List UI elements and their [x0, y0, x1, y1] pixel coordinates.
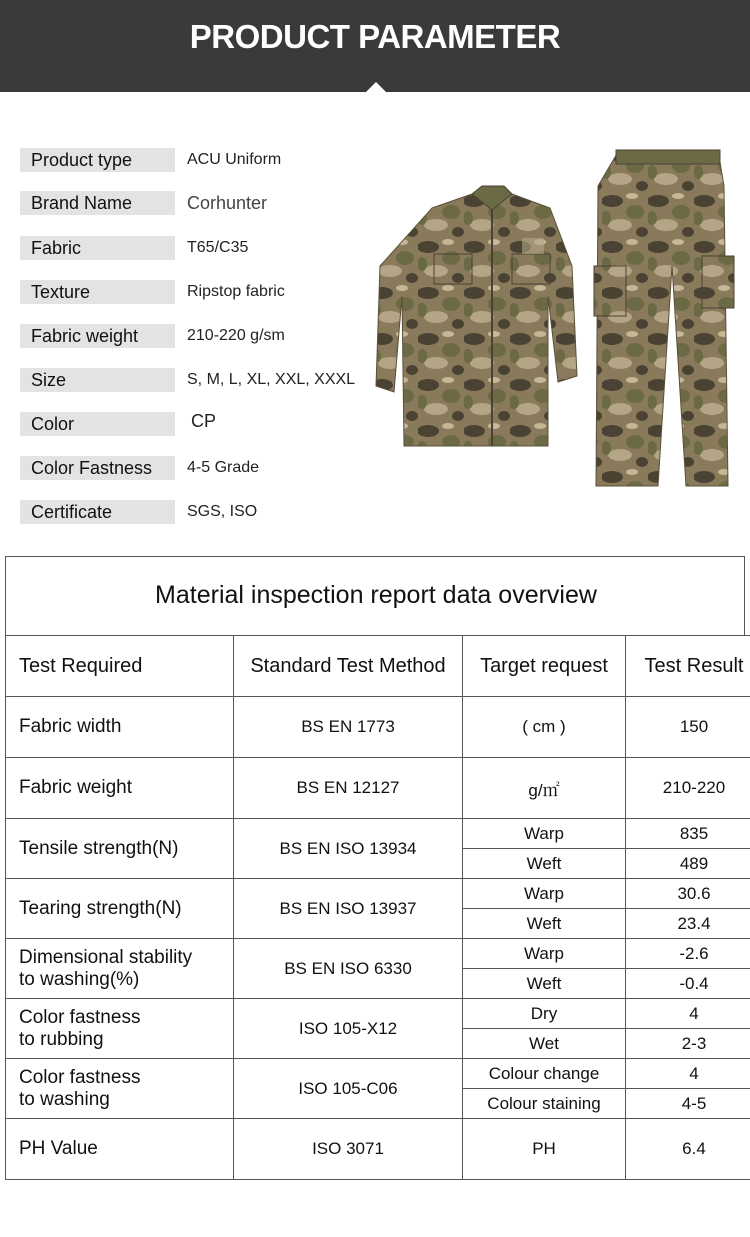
param-label: Certificate: [20, 500, 175, 524]
cell-target: Weft: [463, 909, 626, 939]
param-value: Corhunter: [187, 193, 268, 213]
cell-result: 4-5: [626, 1089, 750, 1119]
cell-result: -0.4: [626, 969, 750, 999]
param-label: Fabric: [20, 236, 175, 260]
cell-test-line1: Color fastness: [19, 1006, 141, 1028]
cell-target: PH: [463, 1119, 626, 1180]
param-value: T65/C35: [187, 239, 249, 256]
header-test-required: Test Required: [6, 636, 234, 697]
param-label: Brand Name: [20, 191, 175, 215]
table-row: [6, 1059, 750, 1089]
cell-result: 2-3: [626, 1029, 750, 1059]
param-row: [20, 191, 380, 215]
param-label: Color Fastness: [20, 456, 175, 480]
cell-result: 4: [626, 999, 750, 1029]
cell-test-line2: to washing(%): [19, 968, 140, 990]
cell-method: BS EN 1773: [234, 697, 463, 758]
cell-test-line2: to washing: [19, 1088, 110, 1110]
param-row: [20, 368, 380, 392]
cell-test: [6, 999, 234, 1059]
cell-method: BS EN ISO 13934: [234, 819, 463, 879]
cell-target: Warp: [463, 879, 626, 909]
cell-result: -2.6: [626, 939, 750, 969]
page-title: PRODUCT PARAMETER: [189, 18, 561, 55]
table-row: [6, 819, 750, 849]
param-label: Texture: [20, 280, 175, 304]
cell-method: BS EN ISO 13937: [234, 879, 463, 939]
param-value: SGS, ISO: [187, 503, 258, 520]
cell-test: PH Value: [6, 1119, 234, 1180]
param-row: [20, 324, 380, 348]
param-row: [20, 148, 380, 172]
param-value: ACU Uniform: [187, 151, 282, 168]
table-row: [6, 758, 750, 819]
cell-test-line2: to rubbing: [19, 1028, 104, 1050]
cell-result: 489: [626, 849, 750, 879]
cell-result: 150: [626, 697, 750, 758]
cell-test-line1: Dimensional stability: [19, 946, 193, 968]
cell-test: [6, 939, 234, 999]
table-row: [6, 999, 750, 1029]
cell-result: 30.6: [626, 879, 750, 909]
cell-method: BS EN 12127: [234, 758, 463, 819]
cell-target: g/㎡: [463, 758, 626, 819]
header-test-result: Test Result: [626, 636, 750, 697]
param-value: CP: [191, 411, 217, 431]
param-label: Size: [20, 368, 175, 392]
cell-test: [6, 1059, 234, 1119]
header-standard-test-method: Standard Test Method: [234, 636, 463, 697]
table-header-row: [6, 636, 750, 697]
cell-result: 23.4: [626, 909, 750, 939]
param-row: [20, 236, 380, 260]
param-label: Color: [20, 412, 175, 436]
cell-test: Fabric width: [6, 697, 234, 758]
table-row: [6, 939, 750, 969]
param-label: Product type: [20, 148, 175, 172]
cell-method: ISO 105-X12: [234, 999, 463, 1059]
cell-result: 4: [626, 1059, 750, 1089]
cell-target: Warp: [463, 939, 626, 969]
cell-result: 6.4: [626, 1119, 750, 1180]
cell-target: Weft: [463, 849, 626, 879]
table-row: [6, 1119, 750, 1180]
cell-target: Colour change: [463, 1059, 626, 1089]
cell-target: Warp: [463, 819, 626, 849]
camo-uniform-image: [372, 146, 738, 492]
cell-result: 210-220: [626, 758, 750, 819]
param-row: [20, 500, 380, 524]
param-value: 4-5 Grade: [187, 459, 260, 476]
header-notch: [366, 82, 386, 92]
trousers-shape: [594, 150, 734, 486]
table-row: [6, 879, 750, 909]
param-row: [20, 412, 380, 436]
cell-test: Tensile strength(N): [6, 819, 234, 879]
cell-test: Tearing strength(N): [6, 879, 234, 939]
param-value: S, M, L, XL, XXL, XXXL: [187, 371, 356, 388]
cell-method: ISO 105-C06: [234, 1059, 463, 1119]
header-target-request: Target request: [463, 636, 626, 697]
cell-target: ( cm ): [463, 697, 626, 758]
cell-target: Weft: [463, 969, 626, 999]
param-row: [20, 280, 380, 304]
inspection-report: [5, 556, 745, 1188]
param-row: [20, 456, 380, 480]
cell-test: Fabric weight: [6, 758, 234, 819]
cell-target: Colour staining: [463, 1089, 626, 1119]
report-title-box: [5, 556, 745, 636]
report-title: Material inspection report data overview: [155, 581, 597, 609]
table-row: [6, 697, 750, 758]
report-table: [5, 635, 750, 1180]
cell-target: Dry: [463, 999, 626, 1029]
header-banner: [0, 0, 750, 92]
cell-method: ISO 3071: [234, 1119, 463, 1180]
jacket-shape: [376, 186, 577, 446]
param-value: Ripstop fabric: [187, 283, 285, 300]
cell-test-line1: Color fastness: [19, 1066, 141, 1088]
cell-method: BS EN ISO 6330: [234, 939, 463, 999]
cell-target: Wet: [463, 1029, 626, 1059]
cell-result: 835: [626, 819, 750, 849]
param-label: Fabric weight: [20, 324, 175, 348]
param-value: 210-220 g/sm: [187, 327, 285, 344]
